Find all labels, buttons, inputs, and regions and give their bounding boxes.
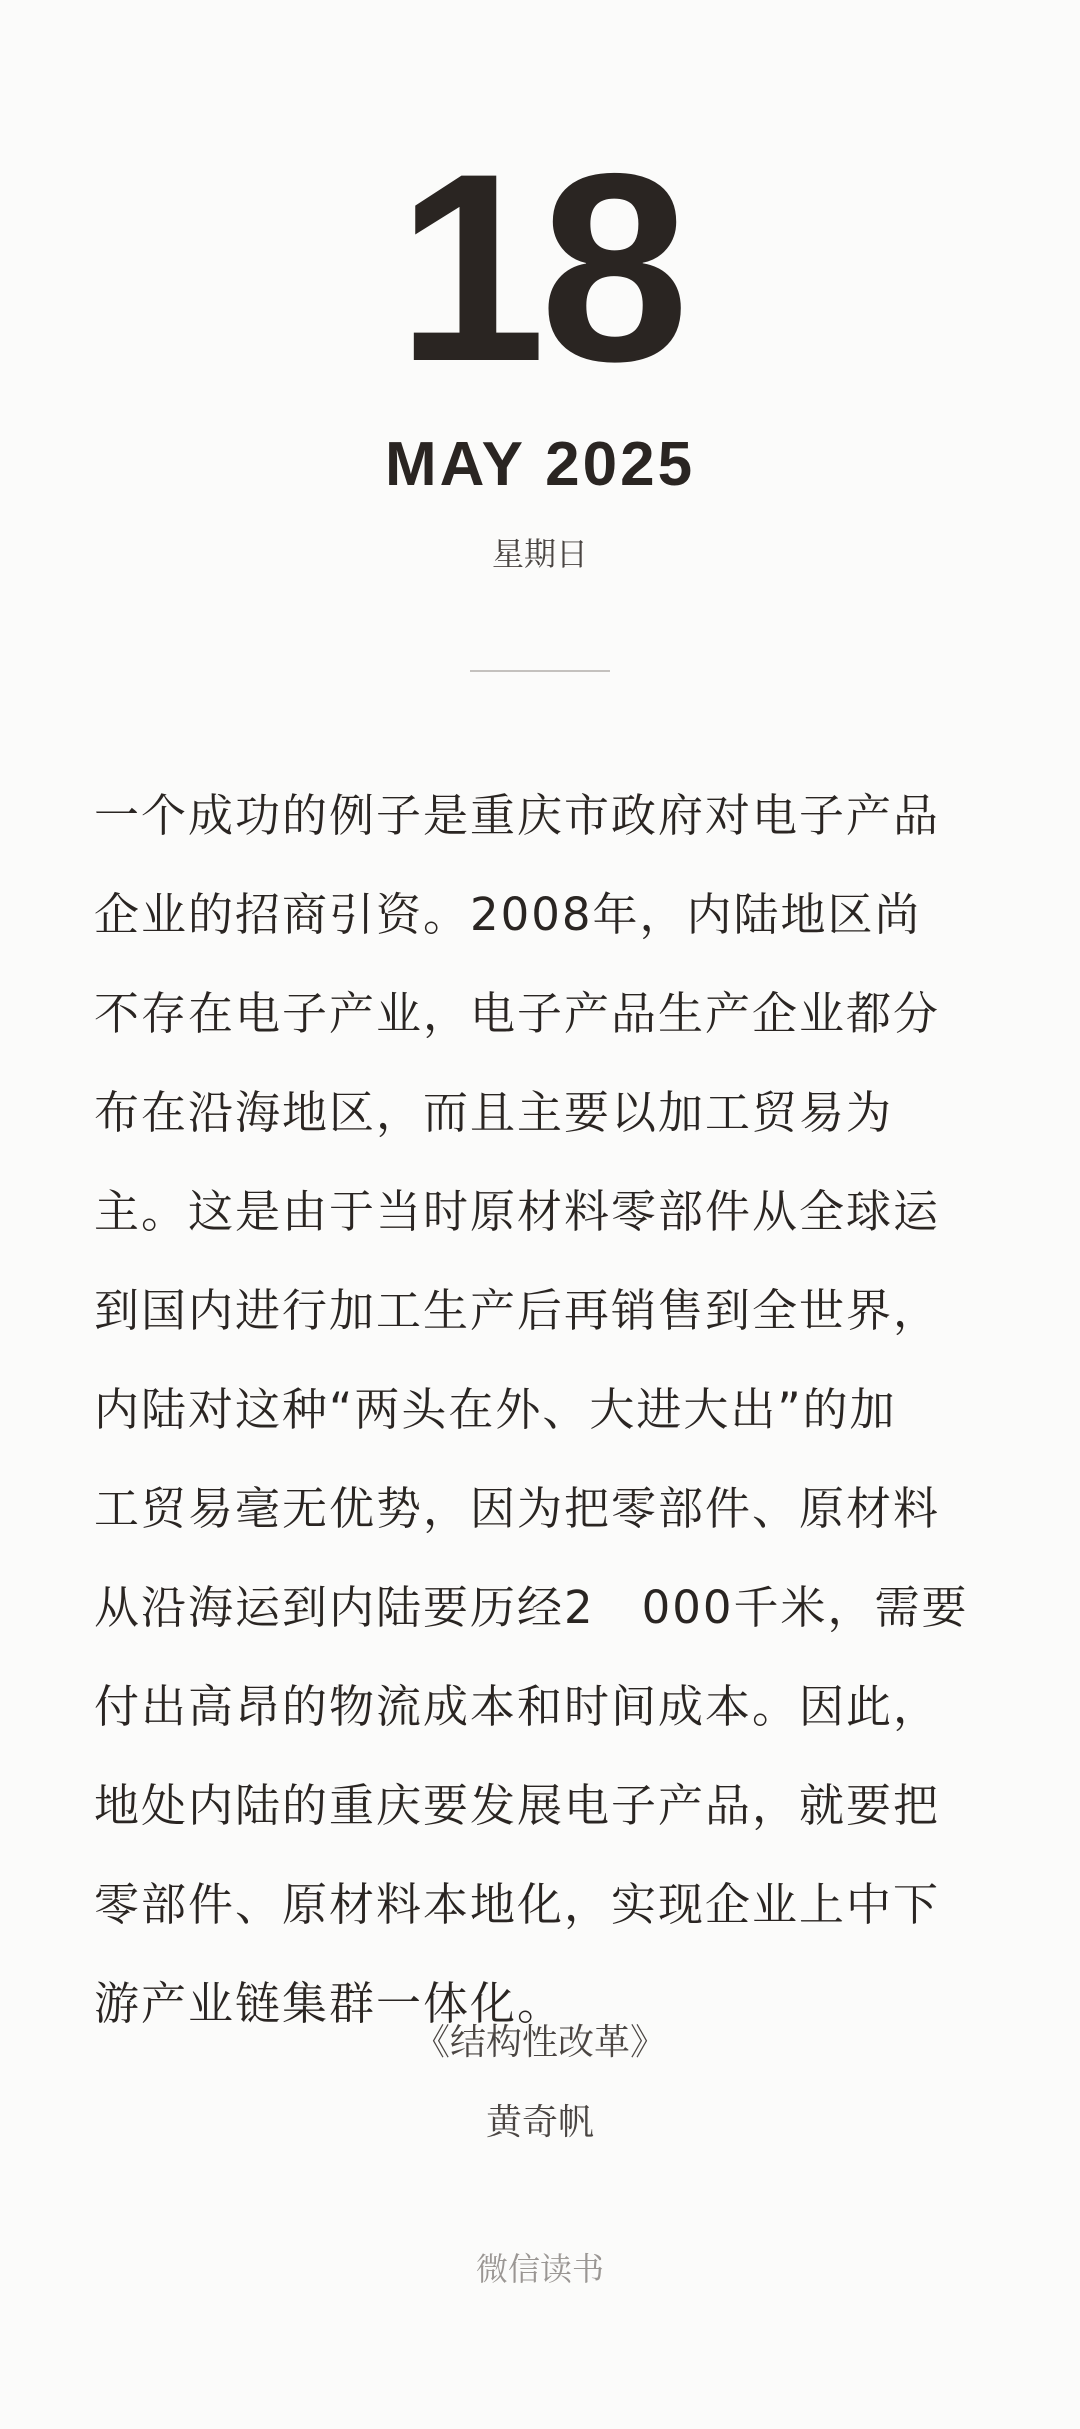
quote-line: 游产业链集群一体化。 bbox=[94, 1977, 565, 2030]
book-title: 《结构性改革》 bbox=[413, 2022, 666, 2063]
quote-text bbox=[94, 766, 994, 2053]
quote-line: 从沿海运到内陆要历经2 000千米，需要 bbox=[94, 1581, 969, 1634]
quote-line: 一个成功的例子是重庆市政府对电子产品 bbox=[94, 789, 941, 842]
divider bbox=[470, 670, 610, 672]
quote-line: 地处内陆的重庆要发展电子产品，就要把 bbox=[94, 1779, 941, 1832]
quote-line: 主。这是由于当时原材料零部件从全球运 bbox=[94, 1185, 941, 1238]
date-month-year: MAY 2025 bbox=[384, 430, 696, 499]
date-weekday: 星期日 bbox=[491, 535, 588, 573]
quote-line: 布在沿海地区，而且主要以加工贸易为 bbox=[94, 1086, 894, 1139]
quote-line: 付出高昂的物流成本和时间成本。因此， bbox=[94, 1680, 941, 1733]
source-label: 微信读书 bbox=[475, 2250, 604, 2288]
author-name: 黄奇帆 bbox=[485, 2102, 594, 2143]
quote-line: 工贸易毫无优势，因为把零部件、原材料 bbox=[94, 1482, 941, 1535]
quote-line: 企业的招商引资。2008年，内陆地区尚 bbox=[94, 888, 922, 941]
date-day: 18 bbox=[396, 117, 684, 417]
quote-line: 到国内进行加工生产后再销售到全世界， bbox=[94, 1284, 941, 1337]
quote-line: 内陆对这种“两头在外、大进大出”的加 bbox=[94, 1383, 897, 1436]
quote-line: 不存在电子产业，电子产品生产企业都分 bbox=[94, 987, 941, 1040]
quote-line: 零部件、原材料本地化，实现企业上中下 bbox=[94, 1878, 941, 1931]
